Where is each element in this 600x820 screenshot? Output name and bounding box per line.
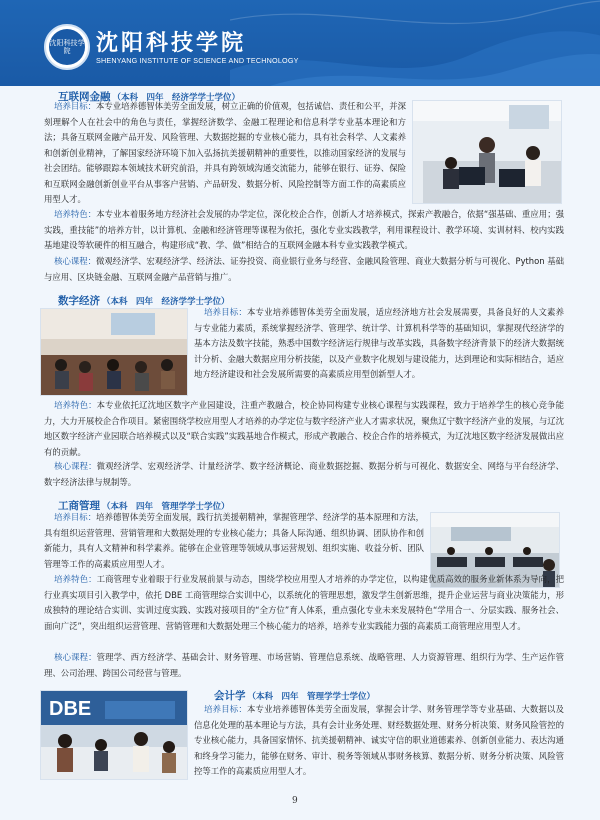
courses-text: 管理学、西方经济学、基础会计、财务管理、市场营销、管理信息系统、战略管理、人力资源管理、组织行为学、生产运作管理、公司治理、跨国公司经营与管理。 bbox=[44, 652, 565, 678]
feature-text: 本专业依托辽沈地区数字产业园建设，注重产教融合，校企协同构建专业核心课程与实践课程，致力于培养学生的核心竞争能力，大力开展校企合作项目。紧密围绕学校应用型人才培养的办学定位与数字经济产业人才需求状况，聚焦辽宁数字经济产业的发展，与辽沈地区数字经济产业园联合培养模式以及“联合实践”实践基地合作模式，形成产教融合、校企合作的培养模式，为辽沈地区数字经济发展做出应有的贡献。 bbox=[44, 400, 565, 457]
label-feature: 培养特色： bbox=[54, 574, 97, 584]
lecture-photo-illustration bbox=[41, 309, 188, 396]
business-admin-courses bbox=[44, 650, 564, 681]
section-title-text: 数字经济 bbox=[58, 295, 100, 307]
photo-internet-finance bbox=[412, 100, 562, 204]
feature-text: 本专业本着服务地方经济社会发展的办学定位，深化校企合作，创新人才培养模式，探索产教融合，依据“强基础、重应用；强实践，重技能”的培养方针，以计算机、金融和经济管理等课程为依托，强化专业实践教学，利用课程设计、教学环境、实训材料、校内实践基地建设等软硬件的相互融合，构建形成“教、学、做”相结合的互联网金融本科专业实践教学模式。 bbox=[44, 209, 564, 250]
label-goal: 培养目标： bbox=[204, 307, 247, 317]
page-header bbox=[0, 0, 600, 86]
school-name-en: SHENYANG INSTITUTE OF SCIENCE AND TECHNOLOGY bbox=[96, 56, 299, 65]
label-feature: 培养特色： bbox=[54, 400, 97, 410]
courses-text: 微观经济学、宏观经济学、经济法、证券投资、商业银行业务与经营、金融风险管理、商业大数据分析与可视化、Python 基础与应用、区块链金融、互联网金融产品营销与推广。 bbox=[44, 256, 564, 282]
internet-finance-courses bbox=[44, 254, 564, 285]
internet-finance-goal bbox=[44, 99, 406, 208]
label-feature: 培养特色： bbox=[54, 209, 97, 219]
business-admin-goal bbox=[44, 510, 424, 572]
page-number: 9 bbox=[292, 796, 298, 806]
label-goal: 培养目标： bbox=[204, 704, 247, 714]
goal-text: 本专业培养德智体美劳全面发展，树立正确的价值观，包括诚信、责任和公平，并深刻理解个人在社会中的角色与责任，掌握经济数学、金融工程理论和信息科学专业基本理论和方法；具备互联网金融产品开发、风险管理、大数据挖掘的专业核心能力，具有社会科学、人文素养和创新创业精神，了解国家经济环境下加入弘扬抗美援朝精神的重要性，以推动国家经济的发展与社会团结。能够跟踪本领域技术研究前沿，并具有跨领域沟通交流能力，能够在银行、证券、保险和互联网金融创新创业平台从事客户营销、产品研发、数据分析、风险控制等方面工作的高素质应用型人才。 bbox=[44, 101, 407, 204]
label-courses: 核心课程： bbox=[54, 461, 97, 471]
dbe-sign-text: DBE bbox=[49, 698, 92, 720]
section-title-text: 会计学 bbox=[214, 690, 246, 702]
accounting-classroom-illustration bbox=[41, 691, 188, 780]
label-courses: 核心课程： bbox=[54, 256, 97, 266]
business-admin-feature bbox=[44, 572, 564, 634]
feature-text: 工商管理专业着眼于行业发展前景与动态，围绕学校应用型人才培养的办学定位，以构建优质高效的服务业新体系为导向，把行业真实项目引入教学中，依托 DBE 工商管理综合实训中心，以系统化的管理思想，激发学生创新思维，提升企业运营与商业决策能力，形成独特的理论结合实训、实训过度实践、实践对接项目的“全方位”育人体系，重点强化专业未来发展特色“学用合一、分层实践、服务社会、面向广泛”，突出组织运营管理、营销管理和大数据处理三个核心能力的培养，培养专业实践能力强的高素质工商管理应用型人才。 bbox=[44, 574, 565, 631]
photo-digital-economy bbox=[40, 308, 188, 396]
section-title-text: 工商管理 bbox=[58, 500, 100, 512]
section-meta: （本科 四年 经济学学士学位） bbox=[102, 297, 230, 307]
digital-economy-courses bbox=[44, 459, 564, 490]
school-logo-text: 沈阳科技学院 bbox=[49, 29, 85, 65]
courses-text: 微观经济学、宏观经济学、计量经济学、数字经济概论、商业数据挖掘、数据分析与可视化、数据安全、网络与平台经济学、数字经济法律与规制等。 bbox=[44, 461, 565, 487]
section-meta: （本科 四年 管理学学士学位） bbox=[247, 692, 376, 702]
digital-economy-feature bbox=[44, 398, 564, 460]
section-title-accounting bbox=[214, 688, 375, 703]
goal-text: 本专业培养德智体美劳全面发展，掌握会计学、财务管理学等专业基础、大数据以及信息化处理的基本理论与方法，具有会计业务处理、财经数据处理、财务分析决策、财务风险管控的专业核心能力，具备国家情怀、抗美援朝精神、诚实守信的职业道德素养、创新创业能力、表达沟通和终身学习能力，能够在财务、审计、税务等领域从事财务核算、数据分析、财务分析决策、风险管控等工作的高素质应用型人才。 bbox=[194, 704, 565, 776]
school-name-cn: 沈阳科技学院 bbox=[96, 30, 247, 56]
header-decoration bbox=[230, 0, 600, 86]
accounting-goal bbox=[194, 702, 564, 780]
photo-accounting bbox=[40, 690, 188, 780]
section-title-text: 互联网金融 bbox=[58, 91, 111, 103]
internet-finance-feature bbox=[44, 207, 564, 254]
label-goal: 培养目标： bbox=[54, 101, 96, 111]
label-courses: 核心课程： bbox=[54, 652, 97, 662]
section-meta: （本科 四年 经济学学士学位） bbox=[112, 93, 241, 103]
goal-text: 培养德智体美劳全面发展，践行抗美援朝精神，掌握管理学、经济学的基本原理和方法，具有组织运营管理、营销管理和大数据处理的专业核心能力；具备人际沟通、组织协调、团队协作和创新能力，具有人文精神和科学素养。能够在企业管理等领域从事运营规划、组织实施、收益分析、团队管理等工作的高素质应用型人才。 bbox=[44, 512, 425, 569]
section-meta: （本科 四年 管理学学士学位） bbox=[102, 502, 230, 512]
classroom-photo-illustration bbox=[413, 101, 562, 204]
school-logo bbox=[44, 24, 90, 70]
goal-text: 本专业培养德智体美劳全面发展，适应经济地方社会发展需要，具备良好的人文素养与专业能力素质，系统掌握经济学、管理学、统计学、计算机科学等的基础知识，掌握现代经济学的基本方法及数字技能，熟悉中国数字经济运行规律与改革实践，具备数字经济背景下的经济大数据统计分析、金融大数据应用分析技能，以及产业数字化规划与建设能力，达到理论和实际相结合，适应地方经济建设和社会发展所需要的高素质应用型创新型人才。 bbox=[194, 307, 565, 379]
digital-economy-goal bbox=[194, 305, 564, 383]
label-goal: 培养目标： bbox=[54, 512, 97, 522]
